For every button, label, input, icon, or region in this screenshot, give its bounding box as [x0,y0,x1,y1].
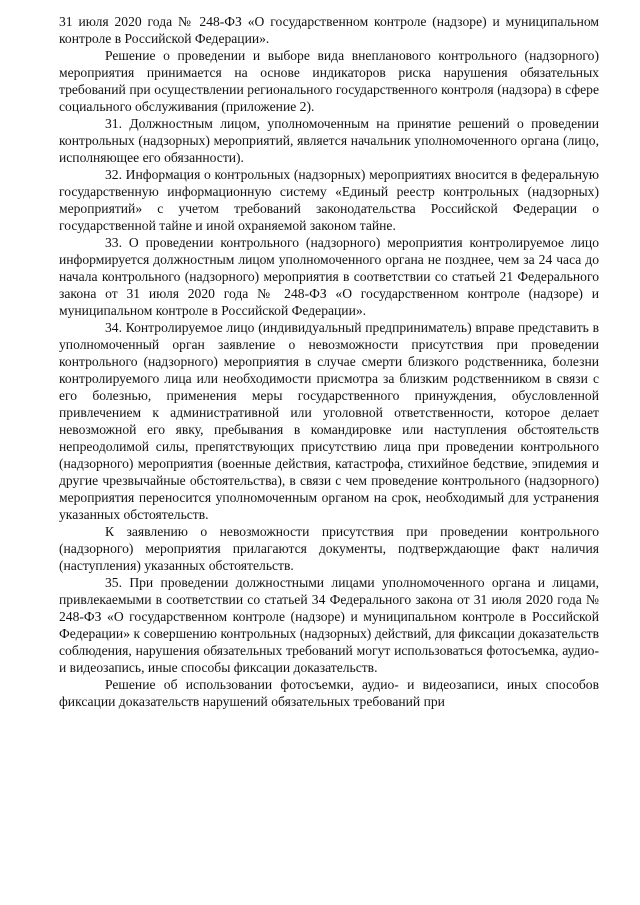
paragraph-continuation: 31 июля 2020 года № 248-ФЗ «О государственном контроле (надзоре) и муниципальном контроле в Российской Федерации». [59,14,599,46]
paragraph-35-decision: Решение об использовании фотосъемки, аудио- и видеозаписи, иных способов фиксации доказательств нарушений обязательных требований при [59,677,599,709]
paragraph-35: 35. При проведении должностными лицами уполномоченного органа и лицами, привлекаемыми в соответствии со статьей 34 Федерального закона от 31 июля 2020 года № 248-ФЗ «О государственном контроле (надзоре) и муниципальном контроле в Российской Федерации» к совершению контрольных (надзорных) действий, для фиксации доказательств соблюдения, нарушения обязательных требований могут использоваться фотосъемка, аудио- и видеозапись, иные способы фиксации доказательств. [59,575,599,675]
paragraph-34-attachments: К заявлению о невозможности присутствия при проведении контрольного (надзорного) мероприятия прилагаются документы, подтверждающие факт наличия (наступления) указанных обстоятельств. [59,524,599,573]
paragraph-33: 33. О проведении контрольного (надзорного) мероприятия контролируемое лицо информируется должностным лицом уполномоченного органа не позднее, чем за 24 часа до начала контрольного (надзорного) мероприятия в соответствии со статьей 21 Федерального закона от 31 июля 2020 года № 248-ФЗ «О государственном контроле (надзоре) и муниципальном контроле в Российской Федерации». [59,235,599,318]
paragraph-34: 34. Контролируемое лицо (индивидуальный предприниматель) вправе представить в уполномоченный орган заявление о невозможности присутствия при проведении контрольного (надзорного) мероприятия в случае смерти близкого родственника, болезни контролируемого лица или необходимости присмотра за близким родственником в связи с его болезнью, применения меры государственного принуждения, обусловленной привлечением к административной или уголовной ответственности, которое делает невозможной его явку, пребывания в командировке или наступления обстоятельств непреодолимой силы, препятствующих присутствию лица при проведении контрольного (надзорного) мероприятия (военные действия, катастрофа, стихийное бедствие, эпидемия и другие чрезвычайные обстоятельства), в связи с чем проведение контрольного (надзорного) мероприятия переносится уполномоченным органом на срок, необходимый для устранения указанных обстоятельств. [59,320,599,522]
paragraph-unscheduled-inspection-decision: Решение о проведении и выборе вида внепланового контрольного (надзорного) мероприятия принимается на основе индикаторов риска нарушения обязательных требований при осуществлении регионального государственного контроля (надзора) в сфере социального обслуживания (приложение 2). [59,48,599,114]
paragraph-31: 31. Должностным лицом, уполномоченным на принятие решений о проведении контрольных (надзорных) мероприятий, является начальник уполномоченного органа (лицо, исполняющее его обязанности). [59,116,599,165]
document-page [59,13,599,710]
paragraph-32: 32. Информация о контрольных (надзорных) мероприятиях вносится в федеральную государственную информационную систему «Единый реестр контрольных (надзорных) мероприятий» с учетом требований законодательства Российской Федерации о государственной тайне и иной охраняемой законом тайне. [59,167,599,233]
